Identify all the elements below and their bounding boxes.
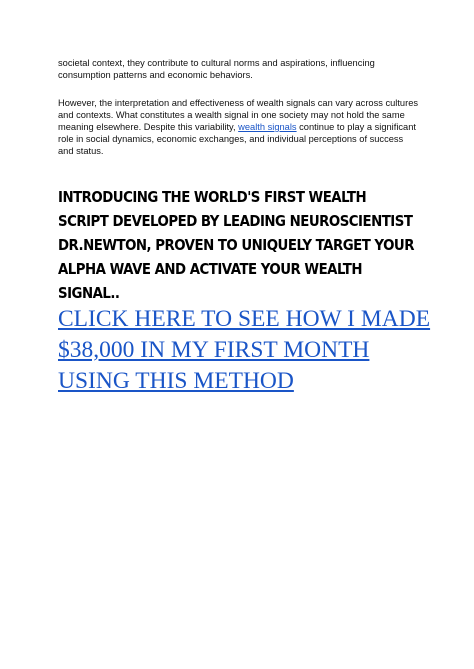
paragraph-2-text-end: continue to play a significant role in social dynamics, economic exchanges, and individual perceptions of success and status. <box>58 122 416 156</box>
body-paragraph-1: societal context, they contribute to cultural norms and aspirations, influencing consumption patterns and economic behaviors. <box>58 58 375 80</box>
wealth-signals-link[interactable]: wealth signals <box>238 122 297 132</box>
cta-line-2: $38,000 IN MY FIRST MONTH <box>58 337 370 363</box>
cta-link[interactable] <box>58 304 438 397</box>
body-paragraph-2 <box>58 97 420 157</box>
cta-line-1: CLICK HERE TO SEE HOW I MADE <box>58 306 431 332</box>
paragraph-2-text-start: However, the interpretation and effectiveness of wealth signals can vary across cultures and contexts. What constitutes a wealth signal in one society may not hold the same meaning elsewhere. Despite this variability, <box>58 98 419 132</box>
promo-headline: INTRODUCING THE WORLD'S FIRST WEALTH SCRIPT DEVELOPED BY LEADING NEUROSCIENTIST DR.NEWTON, PROVEN TO UNIQUELY TARGET YOUR ALPHA WAVE AND ACTIVATE YOUR WEALTH SIGNAL.. <box>58 188 414 302</box>
cta-line-3: USING THIS METHOD <box>58 368 294 394</box>
